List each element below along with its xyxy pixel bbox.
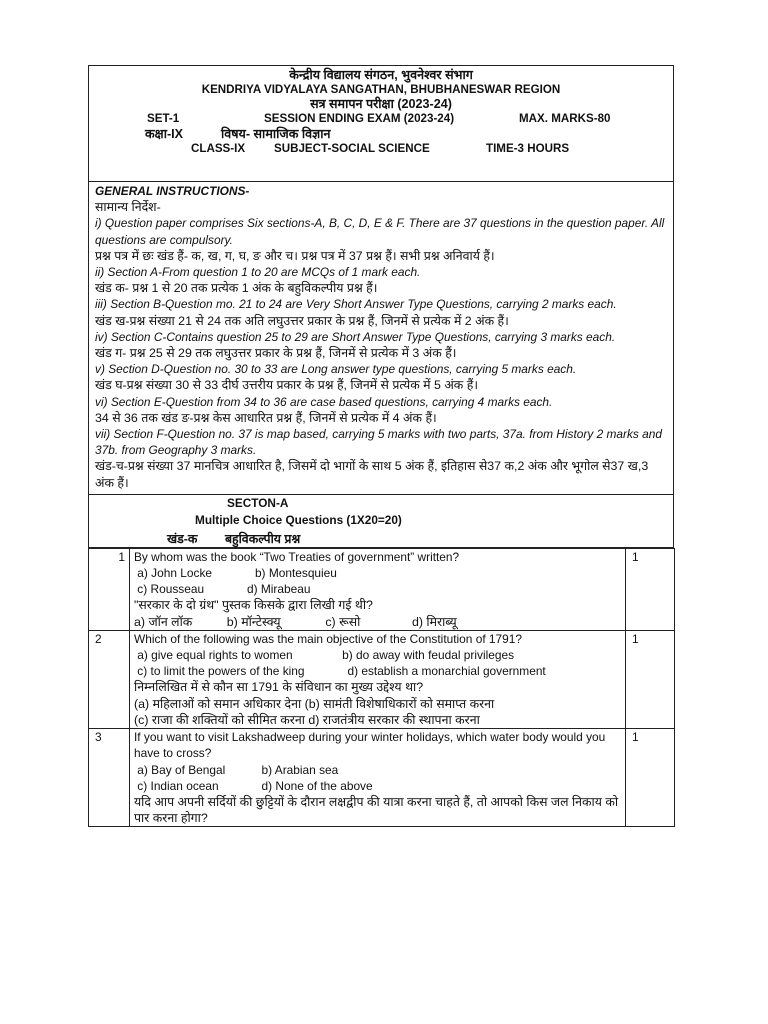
option-line: c) Indian ocean d) None of the above (134, 778, 373, 793)
set-number: SET-1 (147, 111, 180, 125)
question-row (89, 729, 675, 827)
option-line: a) Bay of Bengal b) Arabian sea (134, 762, 339, 777)
instruction-4: iv) Section C-Contains question 25 to 29 are Short Answer Type Questions, carrying 3 marks each. (95, 329, 616, 344)
max-marks: MAX. MARKS-80 (519, 111, 611, 125)
instruction-1-hindi: प्रश्न पत्र में छः खंड हैं- क, ख, ग, घ, ङ और च। प्रश्न पत्र में 37 प्रश्न हैं। सभी प्रश्न अनिवार्य हैं। (95, 248, 495, 263)
option-line: c) to limit the powers of the king d) establish a monarchial government (134, 664, 546, 679)
question-body (130, 630, 626, 728)
section-a-subtitle: Multiple Choice Questions (1X20=20) (195, 512, 402, 527)
question-number: 2 (89, 630, 130, 728)
question-marks: 1 (626, 729, 675, 827)
instructions-heading: GENERAL INSTRUCTIONS- (95, 184, 250, 198)
instruction-7: vii) Section F-Question no. 37 is map based, carrying 5 marks with two parts, 37a. from History 2 marks and 37b. from Geography 3 marks. (95, 427, 663, 458)
questions-table (88, 548, 675, 827)
option-line: a) give equal rights to women b) do away with feudal privileges (134, 648, 515, 663)
instruction-5: v) Section D-Question no. 30 to 33 are Long answer type questions, carrying 5 marks each. (95, 362, 577, 377)
general-instructions (88, 182, 674, 495)
section-a-heading (88, 495, 674, 548)
question-text-hindi: निम्नलिखित में से कौन सा 1791 के संविधान का मुख्य उद्देश्य था? (134, 680, 424, 695)
instruction-5-hindi: खंड घ-प्रश्न संख्या 30 से 33 दीर्घ उत्तरीय प्रकार के प्रश्न हैं, जिनमें से प्रत्येक में 5 अंक हैं। (95, 378, 479, 393)
instruction-6: vi) Section E-Question from 34 to 36 are case based questions, carrying 4 marks each. (95, 394, 553, 409)
instruction-3: iii) Section B-Question mo. 21 to 24 are Very Short Answer Type Questions, carrying 2 marks each. (95, 297, 617, 312)
question-text: Which of the following was the main objective of the Constitution of 1791? (134, 631, 522, 646)
question-row (89, 630, 675, 728)
section-a-title: SECTON-A (227, 495, 289, 510)
question-number: 3 (89, 729, 130, 827)
question-text-hindi: यदि आप अपनी सर्दियों की छुट्टियों के दौरान लक्षद्वीप की यात्रा करना चाहते हैं, तो आपको किस जल निकाय को पार करना होगा? (134, 794, 619, 826)
question-text: If you want to visit Lakshadweep during your winter holidays, which water body would you have to cross? (134, 730, 606, 761)
subject-hindi: विषय- सामाजिक विज्ञान (221, 126, 331, 141)
instruction-3-hindi: खंड ख-प्रश्न संख्या 21 से 24 तक अति लघुउत्तर प्रकार के प्रश्न हैं, जिनमें से प्रत्येक में 2 अंक हैं। (95, 313, 509, 328)
question-marks: 1 (626, 630, 675, 728)
time-label: TIME-3 HOURS (486, 141, 570, 155)
option-line: c) Rousseau d) Mirabeau (134, 582, 311, 597)
option-line: a) John Locke b) Montesquieu (134, 566, 337, 581)
question-row (89, 548, 675, 630)
section-a-subtitle-hindi: खंड-क बहुविकल्पीय प्रश्न (167, 531, 301, 546)
question-text: By whom was the book “Two Treaties of government” written? (134, 549, 460, 564)
class-label: CLASS-IX (191, 141, 246, 155)
class-hindi: कक्षा-IX (145, 126, 184, 141)
instruction-7-hindi: खंड-च-प्रश्न संख्या 37 मानचित्र आधारित है, जिसमें दो भागों के साथ 5 अंक हैं, इतिहास से37 क,2 अंक और भूगोल से37 ख,3 अंक हैं। (95, 459, 649, 490)
instruction-6-hindi: 34 से 36 तक खंड ङ-प्रश्न केस आधारित प्रश्न हैं, जिनमें से प्रत्येक में 4 अंक हैं। (95, 410, 437, 425)
exam-name: SESSION ENDING EXAM (2023-24) (264, 111, 455, 125)
instructions-heading-hindi: सामान्य निर्देश- (95, 200, 161, 215)
header-title-hindi: केन्द्रीय विद्यालय संगठन, भुवनेश्वर संभाग (289, 68, 473, 82)
paper-header (88, 65, 674, 182)
instruction-2-hindi: खंड क- प्रश्न 1 से 20 तक प्रत्येक 1 अंक के बहुविकल्पीय प्रश्न हैं। (95, 281, 378, 296)
header-exam-hindi: सत्र समापन परीक्षा (2023-24) (310, 97, 452, 112)
question-text-hindi: "सरकार के दो ग्रंथ" पुस्तक किसके द्वारा लिखी गई थी? (134, 598, 373, 613)
option-line-hindi: a) जॉन लॉक b) मॉन्टेस्क्यू c) रूसो d) मिराब्यू (134, 614, 457, 629)
question-marks: 1 (626, 548, 675, 630)
instruction-4-hindi: खंड ग- प्रश्न 25 से 29 तक लघुउत्तर प्रकार के प्रश्न हैं, जिनमें से प्रत्येक में 3 अंक हैं। (95, 346, 457, 361)
instruction-2: ii) Section A-From question 1 to 20 are MCQs of 1 mark each. (95, 265, 421, 280)
question-paper (88, 65, 674, 827)
instruction-1: i) Question paper comprises Six sections-A, B, C, D, E & F. There are 37 questions in the question paper. All questions are compulsory. (95, 216, 665, 247)
header-title: KENDRIYA VIDYALAYA SANGATHAN, BHUBHANESWAR REGION (201, 82, 561, 96)
option-line-hindi: (c) राजा की शक्तियों को सीमित करना d) राजतंत्रीय सरकार की स्थापना करना (134, 712, 480, 727)
question-number: 1 (89, 548, 130, 630)
question-body (130, 548, 626, 630)
subject-label: SUBJECT-SOCIAL SCIENCE (274, 141, 430, 155)
option-line-hindi: (a) महिलाओं को समान अधिकार देना (b) सामंती विशेषाधिकारों को समाप्त करना (134, 696, 495, 711)
question-body (130, 729, 626, 827)
